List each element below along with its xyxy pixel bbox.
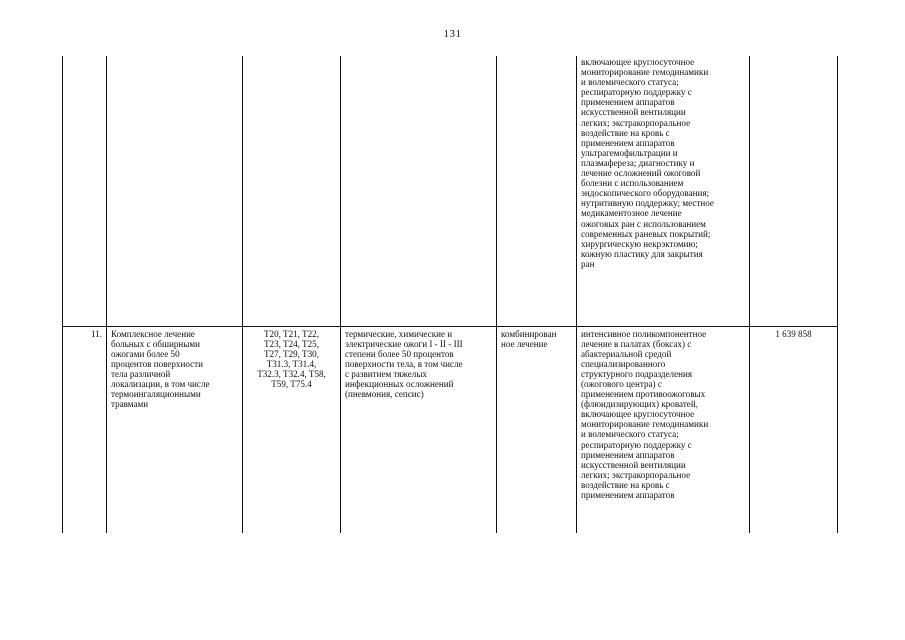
text-line: (пневмония, сепсис) [345,389,424,400]
text-line: комбинирован [501,328,557,339]
text-line: абактериальной средой [581,348,672,359]
text-line: термоингаляционными [111,389,201,400]
text-line: травмами [111,399,149,410]
text-line: включающее круглосуточное [581,409,695,420]
text-line: мониторирование гемодинамики [581,67,709,78]
text-line: локализации, в том числе [111,378,210,389]
text-line: T59, T75.4 [271,378,312,389]
text-line: хирургическую некрэктомию; [581,238,698,249]
cell-icd-codes [243,56,341,326]
text-line: больных с обширными [111,338,201,349]
cell-number: 11. [63,326,107,533]
text-line: воздействие на кровь с [581,127,670,138]
text-line: и волемического статуса; [581,429,679,440]
text-line: ран [581,258,595,269]
text-line: интенсивное поликомпонентное [581,328,707,339]
text-line: структурного подразделения [581,368,693,379]
text-line: инфекционных осложнений [345,378,454,389]
text-line: включающее круглосуточное [581,57,695,67]
care-standards-table [62,56,838,533]
text-line: применением аппаратов [581,97,675,108]
cell-name [107,56,243,326]
text-line: применением аппаратов [581,490,675,500]
text-line: кожную пластику для закрытия [581,248,703,259]
text-line: ное лечение [501,338,548,349]
text-line: электрические ожоги I - II - III [345,338,463,349]
cell-patient-model [341,326,497,533]
text-line: ультрагемофильтрации и [581,147,678,158]
table-row [63,326,838,533]
text-line: и волемического статуса; [581,77,679,88]
text-line: T31.3, T31.4, [266,358,317,369]
text-line: искусственной вентиляции [581,107,686,118]
text-line: плазмафереза; диагностику и [581,157,695,168]
cell-treatment-method [577,326,750,533]
text-line: (ожогового центра) с [581,378,662,389]
text-line: легких; экстракорпоральное [581,117,691,128]
cell-patient-model [341,56,497,326]
text-line: искусственной вентиляции [581,459,686,470]
text-line: (флюидизирующих) кроватей, [581,399,698,410]
cell-name [107,326,243,533]
text-line: термические, химические и [345,328,453,339]
text-line: воздействие на кровь с [581,479,670,490]
text-line: ожоговых ран с использованием [581,218,706,229]
text-line: респираторную поддержку с [581,87,692,98]
table-row [63,56,838,326]
text-line: поверхности тела, в том числе [345,358,463,369]
text-line: респираторную поддержку с [581,439,692,450]
text-line: современных раневых покрытий; [581,228,711,239]
cell-icd-codes [243,326,341,533]
text-line: T27, T29, T30, [264,348,319,359]
text-line: лечение осложнений ожоговой [581,168,701,179]
text-line: нутритивную поддержку; местное [581,198,714,209]
cell-number [63,56,107,326]
text-line: лечение в палатах (боксах) с [581,338,692,349]
text-line: с развитием тяжелых [345,368,427,379]
cell-treatment-method [577,56,750,326]
text-line: процентов поверхности [111,358,203,369]
page-number: 131 [443,28,462,40]
text-line: болезни с использованием [581,178,684,189]
text-line: эндоскопического оборудования; [581,188,710,199]
text-line: специализированного [581,358,666,369]
cell-treatment-type [497,326,577,533]
text-line: T20, T21, T22, [264,328,319,339]
cell-cost [750,56,838,326]
cell-cost: 1 639 858 [750,326,838,533]
text-line: T23, T24, T25, [264,338,319,349]
text-line: мониторирование гемодинамики [581,419,709,430]
text-line: ожогами более 50 [111,348,180,359]
text-line: T32.3, T32.4, T58, [257,368,326,379]
text-line: применением противоожоговых [581,389,706,400]
text-line: применением аппаратов [581,449,675,460]
text-line: степени более 50 процентов [345,348,454,359]
text-line: легких; экстракорпоральное [581,469,691,480]
text-line: тела различной [111,368,171,379]
text-line: медикаментозное лечение [581,208,682,219]
cell-treatment-type [497,56,577,326]
text-line: применением аппаратов [581,137,675,148]
text-line: Комплексное лечение [111,328,195,339]
